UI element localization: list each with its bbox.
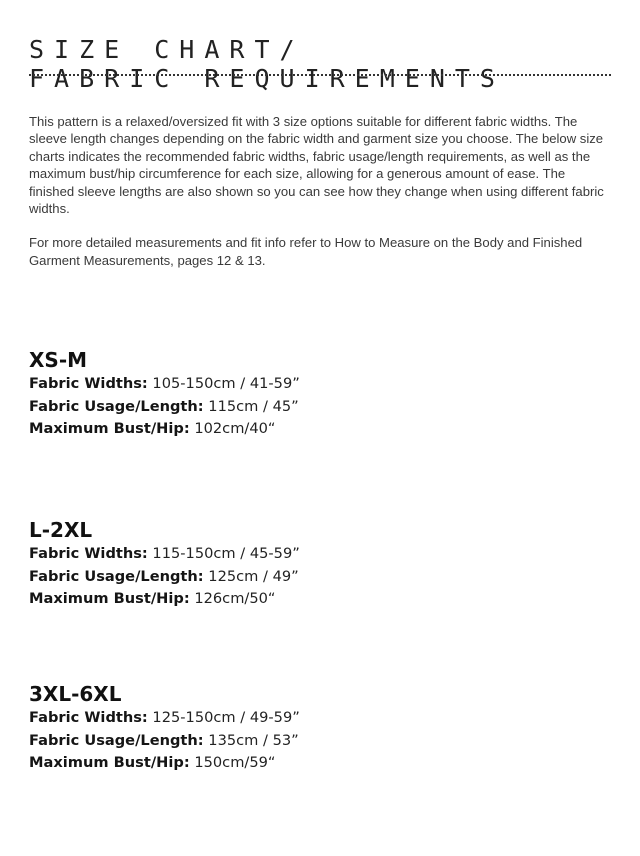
intro-paragraph-1: This pattern is a relaxed/oversized fit with 3 size options suitable for different fabric widths. The sleeve length changes depending on the fabric width and garment size you choose. The below size charts indicates the recommended fabric widths, fabric usage/length requirements, as well as the maximum bust/hip circumference for each size, allowing for a generous amount of ease. The finished sleeve lengths are also shown so you can see how they change when using different fabric widths.	[29, 114, 604, 217]
fabric-widths-value: 125-150cm / 49-59”	[152, 709, 300, 726]
fabric-usage-label: Fabric Usage/Length:	[29, 731, 204, 749]
fabric-usage-row	[29, 730, 429, 753]
page-title	[29, 35, 611, 93]
max-bust-hip-value: 102cm/40“	[194, 420, 276, 437]
size-heading: 3XL-6XL	[29, 682, 122, 706]
page-title-line-2: FABRIC REQUIREMENTS	[29, 63, 505, 93]
fabric-usage-row	[29, 396, 429, 419]
max-bust-hip-label: Maximum Bust/Hip:	[29, 420, 190, 437]
fabric-widths-label: Fabric Widths:	[29, 375, 148, 392]
fabric-widths-value: 105-150cm / 41-59”	[152, 375, 300, 392]
max-bust-hip-value: 150cm/59“	[194, 754, 276, 771]
max-bust-hip-label: Maximum Bust/Hip:	[29, 590, 190, 607]
max-bust-hip-row	[29, 588, 429, 611]
max-bust-hip-row	[29, 418, 429, 441]
fabric-usage-label: Fabric Usage/Length:	[29, 397, 204, 415]
size-block-l-2xl	[29, 518, 429, 611]
size-heading: XS-M	[29, 348, 88, 372]
fabric-usage-value: 135cm / 53”	[208, 731, 299, 749]
size-block-3xl-6xl	[29, 682, 429, 775]
size-block-xs-m	[29, 348, 429, 441]
title-dotted-divider	[29, 74, 611, 76]
fabric-usage-row	[29, 566, 429, 589]
fabric-widths-value: 115-150cm / 45-59”	[152, 545, 300, 562]
max-bust-hip-row	[29, 752, 429, 775]
fabric-usage-value: 115cm / 45”	[208, 397, 299, 415]
fabric-widths-row	[29, 543, 429, 566]
size-heading: L-2XL	[29, 518, 93, 542]
fabric-widths-row	[29, 373, 429, 396]
fabric-usage-label: Fabric Usage/Length:	[29, 567, 204, 585]
fabric-widths-label: Fabric Widths:	[29, 709, 148, 726]
max-bust-hip-value: 126cm/50“	[194, 590, 276, 607]
fabric-widths-label: Fabric Widths:	[29, 545, 148, 562]
page-title-line-1: SIZE CHART/	[29, 34, 305, 64]
fabric-usage-value: 125cm / 49”	[208, 567, 299, 585]
intro-text	[29, 113, 609, 269]
max-bust-hip-label: Maximum Bust/Hip:	[29, 754, 190, 771]
fabric-widths-row	[29, 707, 429, 730]
intro-paragraph-2: For more detailed measurements and fit info refer to How to Measure on the Body and Finished Garment Measurements, pages 12 & 13.	[29, 235, 583, 268]
